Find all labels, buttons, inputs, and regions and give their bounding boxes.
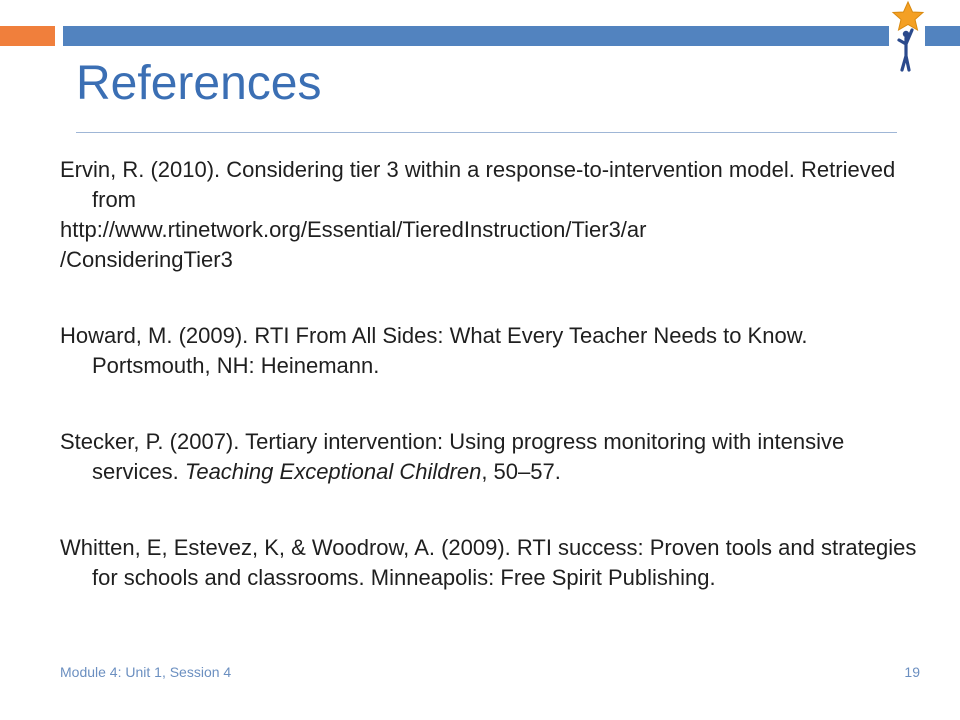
reference-item [60, 533, 920, 593]
footer-module-label: Module 4: Unit 1, Session 4 [60, 664, 232, 680]
reference-item [60, 427, 920, 487]
reference-item [60, 155, 920, 275]
title-divider [76, 132, 897, 133]
slide-title: References [76, 57, 322, 110]
reference-text: Howard, M. (2009). RTI From All Sides: What Every Teacher Needs to Know. Portsmouth, NH: Heinemann. [60, 323, 808, 378]
reference-url-line-2: /ConsideringTier3 [60, 247, 233, 272]
reference-text: Ervin, R. (2010). Considering tier 3 within a response-to-intervention model. Retrieved from [60, 157, 896, 212]
reference-list [60, 155, 920, 639]
journal-title: Teaching Exceptional Children [184, 459, 482, 484]
header-accent-orange-bar [0, 26, 55, 46]
slide-number: 19 [904, 664, 920, 680]
header-accent-blue-bar-right [925, 26, 960, 46]
reference-text: Stecker, P. (2007). Tertiary intervention: Using progress monitoring with intensive services. [60, 429, 845, 484]
reference-pages: , 50–57. [481, 459, 561, 484]
star-person-logo-icon [888, 0, 928, 76]
reference-url-line-1: http://www.rtinetwork.org/Essential/TieredInstruction/Tier3/ar [60, 217, 647, 242]
reference-item [60, 321, 920, 381]
header-accent-blue-bar [63, 26, 889, 46]
reference-text: Whitten, E, Estevez, K, & Woodrow, A. (2009). RTI success: Proven tools and strategies for schools and classrooms. Minneapolis: Free Spirit Publishing. [60, 535, 917, 590]
